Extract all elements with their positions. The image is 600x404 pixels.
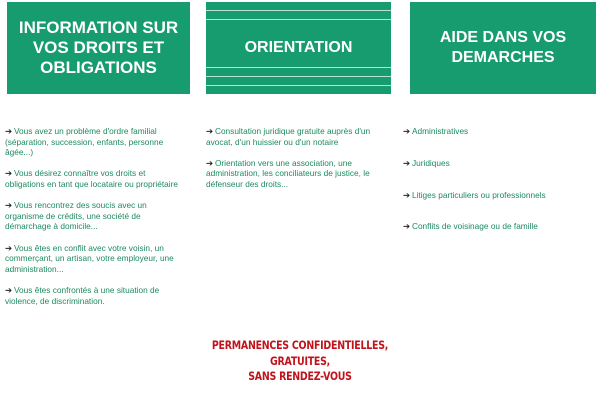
arrow-icon: ➔ <box>403 157 410 168</box>
list-item: ➔ Orientation vers une association, une administration, les conciliateurs de justice, le défenseur des droits... <box>206 157 370 189</box>
arrow-icon: ➔ <box>206 126 213 136</box>
header-stripe <box>206 85 391 86</box>
footer-line: PERMANENCES CONFIDENTIELLES, <box>211 338 389 352</box>
arrow-icon: ➔ <box>5 126 12 136</box>
arrow-icon: ➔ <box>206 157 213 168</box>
arrow-icon: ➔ <box>5 284 12 295</box>
arrow-icon: ➔ <box>5 242 12 253</box>
footer-line: SANS RENDEZ-VOUS <box>248 369 352 383</box>
header-stripe <box>206 67 391 68</box>
list-item: ➔ Vous êtes confrontés à une situation de violence, de discrimination. <box>5 284 160 306</box>
header-orientation <box>206 2 391 94</box>
footer-notice <box>177 338 423 385</box>
header-stripe <box>206 19 391 20</box>
list-item: ➔ Administratives <box>403 126 469 136</box>
list-item: ➔ Juridiques <box>403 157 450 168</box>
arrow-icon: ➔ <box>403 126 410 136</box>
information-list <box>5 126 187 317</box>
list-item: ➔ Vous avez un problème d'ordre familial (séparation, succession, enfants, personne âgée...) <box>5 126 164 158</box>
header-stripe <box>206 76 391 77</box>
header-orientation-title: ORIENTATION <box>244 39 353 56</box>
header-aide <box>410 2 596 94</box>
arrow-icon: ➔ <box>403 221 410 232</box>
list-item: ➔ Litiges particuliers ou professionnels <box>403 189 546 200</box>
header-information <box>7 2 190 94</box>
arrow-icon: ➔ <box>5 168 12 179</box>
arrow-icon: ➔ <box>403 189 410 200</box>
header-information-title: INFORMATION SUR VOS DROITS ET OBLIGATIONS <box>18 18 179 77</box>
aide-list <box>403 126 593 253</box>
header-stripe <box>206 10 391 11</box>
list-item: ➔ Vous désirez connaître vos droits et obligations en tant que locataire ou propriétaire <box>5 168 178 189</box>
list-item: ➔ Consultation juridique gratuite auprès d'un avocat, d'un huissier ou d'un notaire <box>206 126 371 147</box>
header-aide-title: AIDE DANS VOS DEMARCHES <box>439 29 567 66</box>
orientation-list <box>206 126 388 200</box>
list-item: ➔ Conflits de voisinage ou de famille <box>403 221 538 232</box>
arrow-icon: ➔ <box>5 200 12 211</box>
footer-line: GRATUITES, <box>270 353 330 368</box>
list-item: ➔ Vous rencontrez des soucis avec un organisme de crédits, une société de démarchage à domicile... <box>5 200 147 232</box>
list-item: ➔ Vous êtes en conflit avec votre voisin, un commerçant, un artisan, votre employeur, une administration... <box>5 242 174 274</box>
